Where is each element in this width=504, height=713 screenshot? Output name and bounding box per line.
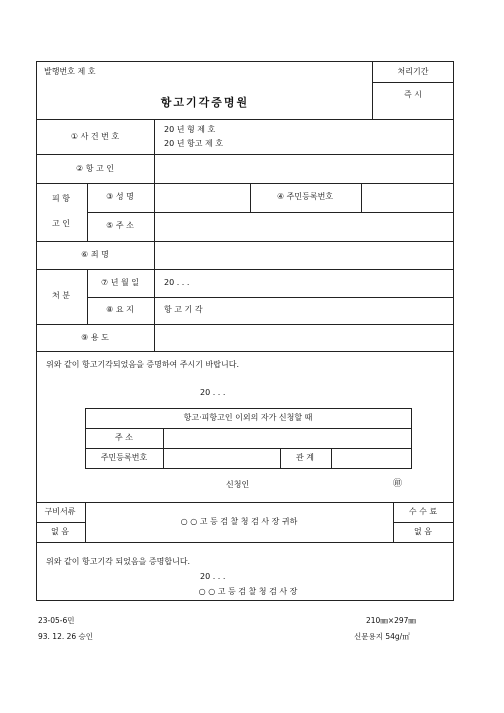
row-line (36, 241, 454, 242)
row-line (36, 183, 454, 184)
resident-divider (361, 183, 362, 212)
approval-date: 93. 12. 26 승인 (38, 632, 94, 641)
paper-type: 신문용지 54g/㎡ (354, 632, 410, 641)
disposal-label: 처 분 (52, 291, 70, 300)
applicant-table-header: 항고·피항고인 이외의 자가 신청할 때 (183, 413, 313, 422)
applicant-address-label: 주 소 (115, 433, 133, 442)
processing-period-value: 즉 시 (404, 90, 422, 99)
applicant-table-column (163, 428, 164, 469)
fee-label: 수 수 료 (408, 507, 438, 516)
name-divider (250, 183, 251, 212)
applicant-resident-number-label: 주민등록번호 (100, 453, 148, 462)
disposal-summary-label: ⑧ 요 지 (106, 305, 134, 314)
row-line (87, 212, 454, 213)
row-line (36, 269, 454, 270)
label-column-line (154, 119, 155, 351)
processing-period-label: 처리기간 (397, 67, 429, 76)
docs-mid-line (36, 522, 85, 523)
appellant-label: ② 항 고 인 (76, 164, 114, 173)
name-label: ③ 성 명 (106, 192, 134, 201)
form-number: 23-05-6민 (38, 616, 75, 625)
case-number-line-1: 20 년 형 제 호 (164, 125, 216, 134)
certification-text: 위와 같이 항고기각 되었음을 증명합니다. (46, 557, 191, 566)
issue-number: 발행번호 제 호 (44, 67, 96, 76)
address-label: ⑤ 주 소 (106, 221, 134, 230)
submit-row-bottom (36, 542, 454, 543)
disposal-date-value: 20 . . . (164, 278, 190, 287)
row-line (87, 297, 454, 298)
subgroup-line (87, 269, 88, 324)
applicant-table-line (85, 428, 412, 429)
row-line (36, 154, 454, 155)
applicant-table-line (85, 448, 412, 449)
submit-left-divider (85, 502, 86, 542)
request-text: 위와 같이 항고기각되었음을 증명하여 주시기 바랍니다. (46, 360, 239, 369)
row-line (36, 324, 454, 325)
disposal-summary-value: 항 고 기 각 (164, 305, 203, 314)
row-line (36, 119, 454, 120)
applicant-signature-label: 신청인 (226, 480, 250, 489)
header-divider (372, 61, 373, 119)
required-docs-value: 없 음 (51, 527, 69, 536)
fee-value: 없 음 (414, 527, 432, 536)
header-period-line (372, 82, 454, 83)
purpose-label: ⑨ 용 도 (81, 333, 109, 342)
resident-number-label: ④ 주민등록번호 (276, 192, 334, 201)
certification-issuer: ○ ○ 고 등 검 찰 청 검 사 장 (198, 587, 298, 596)
respondent-label-1: 피 항 (52, 194, 70, 203)
applicant-table-column (280, 448, 281, 469)
paper-size: 210㎜×297㎜ (366, 616, 416, 625)
submit-row-top (36, 502, 454, 503)
applicant-table-column (331, 448, 332, 469)
seal-mark: ㊞ (393, 479, 403, 489)
case-number-line-2: 20 년 항고 제 호 (164, 139, 223, 148)
document-title: 항고기각증명원 (160, 96, 250, 109)
addressee: ○ ○ 고 등 검 찰 청 검 사 장 귀하 (180, 517, 298, 526)
certification-date: 20 . . . (200, 572, 226, 581)
row-line (36, 351, 454, 352)
case-number-label: ① 사 건 번 호 (70, 132, 120, 141)
required-docs-label: 구비서류 (44, 507, 76, 516)
fee-mid-line (393, 522, 454, 523)
request-date: 20 . . . (200, 388, 226, 397)
respondent-label-2: 고 인 (52, 219, 70, 228)
applicant-relation-label: 관 계 (296, 453, 314, 462)
subgroup-line (87, 183, 88, 241)
offense-label: ⑥ 죄 명 (81, 250, 109, 259)
disposal-date-label: ⑦ 년 월 일 (101, 278, 139, 287)
